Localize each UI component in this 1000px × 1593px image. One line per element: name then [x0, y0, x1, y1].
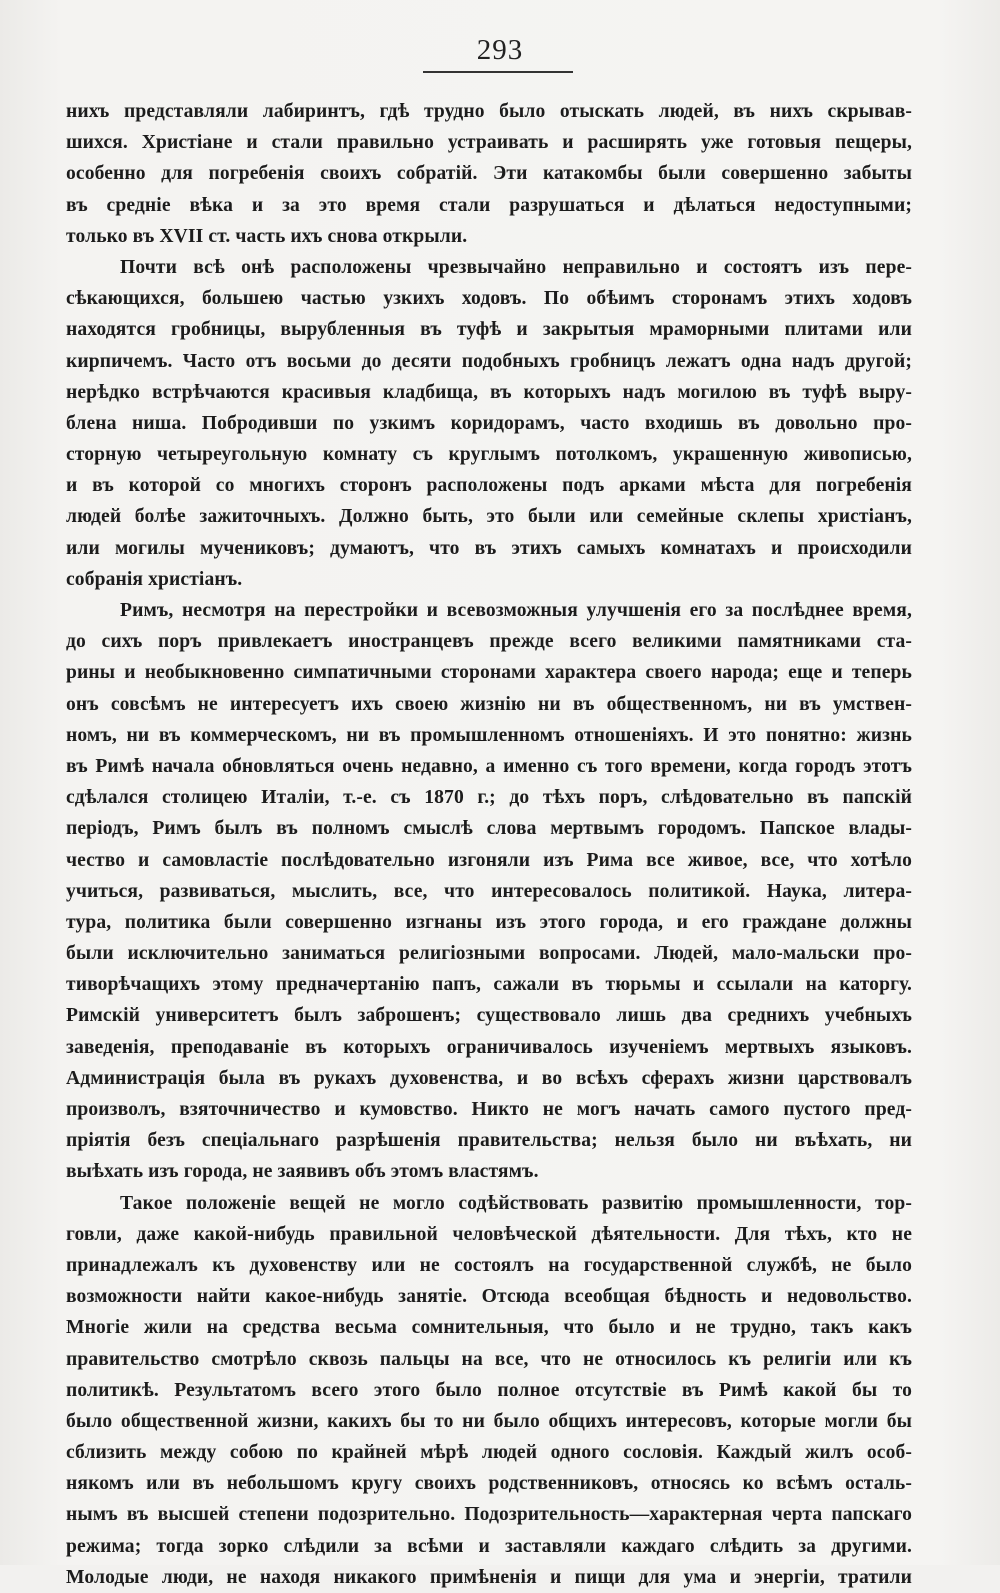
text-line: Почти всѣ онѣ расположены чрезвычайно неправильно и состоятъ изъ пере-: [120, 256, 912, 278]
text-line: нерѣдко встрѣчаются красивыя кладбища, въ которыхъ надъ могилою въ туфѣ выру-: [66, 381, 912, 403]
text-line: въ Римѣ начала обновляться очень недавно, а именно съ того времени, когда городъ этотъ: [66, 755, 912, 777]
text-line: были исключительно заниматься религiозными вопросами. Людей, мало-мальски про-: [66, 943, 912, 965]
text-line: нихъ представляли лабиринтъ, гдѣ трудно было отыскать людей, въ нихъ скрывав-: [66, 101, 912, 122]
text-line: шихся. Христiане и стали правильно устраивать и расширять уже готовыя пещеры,: [66, 132, 912, 154]
text-line: сѣкающихся, большею частью узкихъ ходовъ. По обѣимъ сторонамъ этихъ ходовъ: [66, 288, 912, 310]
text-line: сдѣлался столицею Италiи, т.-е. съ 1870 г.; до тѣхъ поръ, слѣдовательно въ папскiй: [66, 787, 912, 809]
text-line: Римъ, несмотря на перестройки и всевозможныя улучшенiя его за послѣднее время,: [120, 600, 912, 621]
text-line: только въ XVII ст. часть ихъ снова открыли.: [66, 225, 468, 247]
text-line: сторную четыреугольную комнату съ круглымъ потолкомъ, украшенную живописью,: [66, 444, 912, 466]
text-line: рины и необыкновенно симпатичными сторонами характера своего народа; еще и теперь: [66, 662, 912, 684]
text-line: говли, даже какой-нибудь правильной человѣческой дѣятельности. Для тѣхъ, кто не: [66, 1223, 912, 1245]
text-line: перiодъ, Римъ былъ въ полномъ смыслѣ слова мертвымъ городомъ. Папское влады-: [66, 818, 912, 840]
text-line: някомъ или въ небольшомъ кругу своихъ родственниковъ, относясь ко всѣмъ осталь-: [66, 1473, 912, 1495]
text-line: блена ниша. Побродивши по узкимъ коридорамъ, часто входишь въ довольно про-: [66, 412, 912, 434]
text-line: онъ совсѣмъ не интересуетъ ихъ своею жизнiю ни въ общественномъ, ни въ умствен-: [66, 693, 912, 715]
text-line: чество и самовластiе послѣдовательно изгоняли изъ Рима все живое, все, что хотѣло: [66, 849, 912, 871]
body-text: [66, 96, 912, 1593]
page-number: 293: [476, 34, 524, 66]
text-line: заведенiя, преподаванiе въ которыхъ ограничивалось изученiемъ мертвыхъ языковъ.: [66, 1036, 912, 1058]
text-line: тиворѣчащихъ этому предначертанiю папъ, сажали въ тюрьмы и ссылали на каторгу.: [66, 974, 912, 996]
text-line: или могилы мучениковъ; думаютъ, что въ этихъ самыхъ комнатахъ и происходили: [66, 537, 912, 559]
page-number-rule: [423, 71, 573, 73]
text-line: нымъ въ высшей степени подозрительно. Подозрительность—характерная черта папскаго: [66, 1504, 912, 1526]
text-line: возможности найти какое-нибудь занятiе. Отсюда всеобщая бѣдность и недовольство.: [66, 1286, 912, 1308]
text-line: собранiя христiанъ.: [66, 568, 243, 590]
text-line: Многiе жили на средства весьма сомнительныя, что было и не трудно, такъ какъ: [66, 1317, 912, 1339]
text-line: особенно для погребенiя своихъ собратiй. Эти катакомбы были совершенно забыты: [66, 163, 912, 185]
text-line: тура, политика были совершенно изгнаны изъ этого города, и его граждане должны: [66, 911, 912, 933]
text-line: номъ, ни въ коммерческомъ, ни въ промышленномъ отношенiяхъ. И это понятно: жизнь: [66, 724, 912, 746]
text-line: людей болѣе зажиточныхъ. Должно быть, это были или семейные склепы христiанъ,: [66, 506, 912, 528]
text-line: произволъ, взяточничество и кумовство. Никто не могъ начать самого пустого пред-: [66, 1099, 912, 1120]
text-line: находятся гробницы, вырубленныя въ туфѣ и закрытыя мраморными плитами или: [66, 319, 912, 341]
text-line: принадлежалъ къ духовенству или не состоялъ на государственной службѣ, не было: [66, 1254, 912, 1276]
text-line: Молодые люди, не находя никакого примѣненiя и пищи для ума и энергiи, тратили: [66, 1566, 912, 1588]
text-line: до сихъ поръ привлекаетъ иностранцевъ прежде всего великими памятниками ста-: [66, 631, 912, 653]
text-line: правительство смотрѣло сквозь пальцы на все, что не относилось къ религiи или къ: [66, 1348, 912, 1370]
text-line: политикѣ. Результатомъ всего этого было полное отсутствiе въ Римѣ какой бы то: [66, 1379, 912, 1401]
text-line: учиться, развиваться, мыслить, все, что интересовалось политикой. Наука, литера-: [66, 880, 912, 902]
text-line: Администрацiя была въ рукахъ духовенства, и во всѣхъ сферахъ жизни царствовалъ: [66, 1067, 912, 1089]
text-line: Римскiй университетъ былъ заброшенъ; существовало лишь два среднихъ учебныхъ: [66, 1005, 912, 1027]
text-line: Такое положенiе вещей не могло содѣйствовать развитiю промышленности, тор-: [120, 1192, 912, 1214]
text-line: кирпичемъ. Часто отъ восьми до десяти подобныхъ гробницъ лежатъ одна надъ другой;: [66, 350, 912, 372]
text-line: сблизить между собою по крайней мѣрѣ людей одного сословiя. Каждый жилъ особ-: [66, 1442, 912, 1464]
text-line: прiятiя безъ спецiальнаго разрѣшенiя правительства; нельзя было ни въѣхать, ни: [66, 1130, 912, 1152]
text-line: и въ которой со многихъ сторонъ расположены подъ арками мѣста для погребенiя: [66, 475, 912, 497]
text-line: было общественной жизни, какихъ бы то ни было общихъ интересовъ, которые могли бы: [66, 1410, 912, 1432]
text-line: выѣхать изъ города, не заявивъ объ этомъ властямъ.: [66, 1161, 539, 1183]
text-line: въ среднiе вѣка и за это время стали разрушаться и дѣлаться недоступными;: [66, 194, 912, 216]
text-line: режима; тогда зорко слѣдили за всѣми и заставляли каждаго слѣдить за другими.: [66, 1535, 912, 1557]
